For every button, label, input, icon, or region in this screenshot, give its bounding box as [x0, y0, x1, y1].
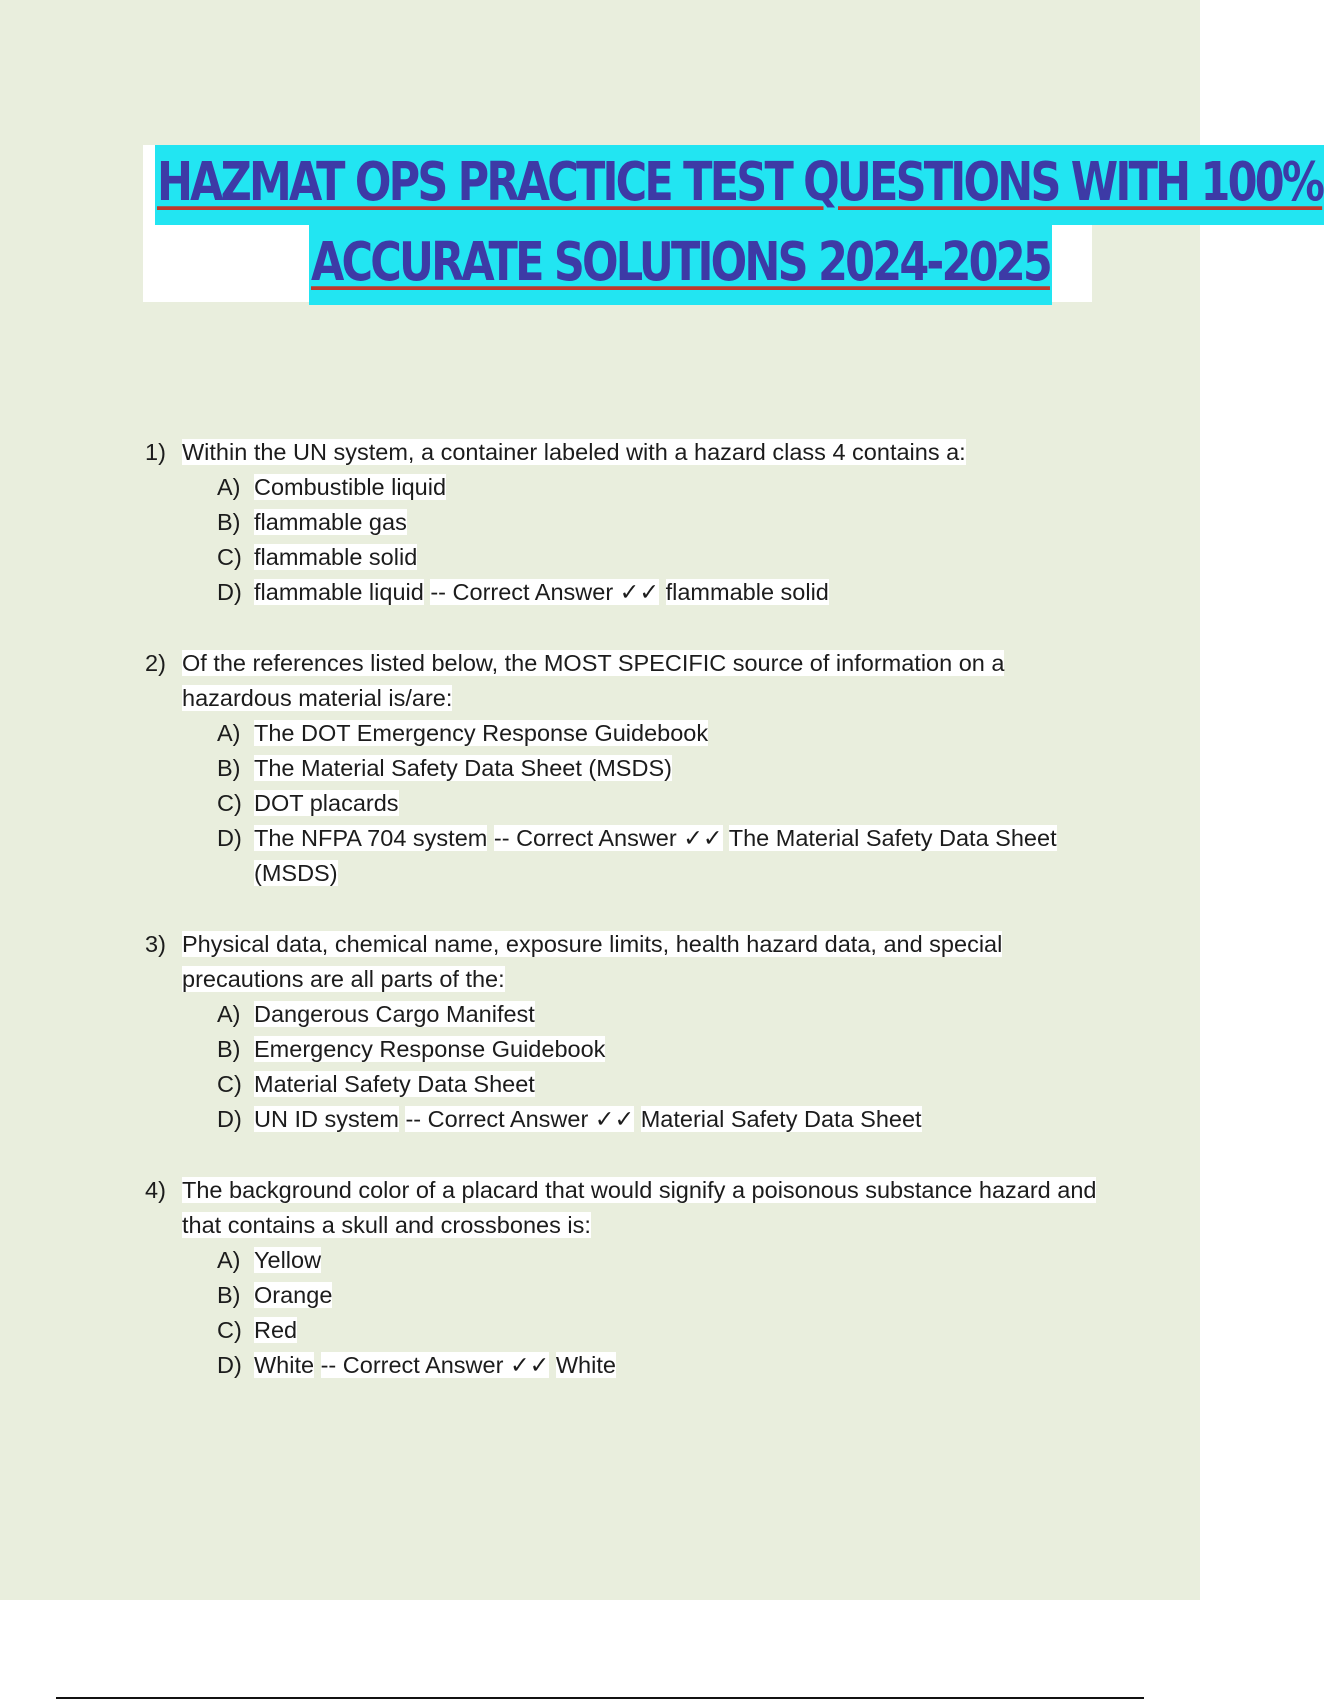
option-b [217, 505, 1105, 540]
option-letter: C) [217, 1317, 242, 1343]
option-b [217, 1278, 1105, 1313]
option-text: flammable liquid [254, 579, 424, 605]
page-title-line-2: ACCURATE SOLUTIONS 2024-2025 [309, 225, 1052, 305]
footer-divider [56, 1697, 1144, 1699]
option-letter: D) [217, 1352, 242, 1378]
question-1 [145, 435, 1105, 610]
option-a [217, 997, 1105, 1032]
option-text: White [254, 1352, 315, 1378]
option-letter: D) [217, 579, 242, 605]
option-text: UN ID system [254, 1106, 399, 1132]
option-text: Emergency Response Guidebook [254, 1036, 606, 1062]
option-letter: D) [217, 825, 242, 851]
option-b [217, 1032, 1105, 1067]
option-text: The Material Safety Data Sheet (MSDS) [254, 755, 672, 781]
option-letter: B) [217, 1282, 241, 1308]
option-list [217, 716, 1105, 891]
option-text: flammable solid [254, 544, 418, 570]
option-list [217, 997, 1105, 1137]
option-letter: D) [217, 1106, 242, 1132]
option-a [217, 1243, 1105, 1278]
option-c [217, 1313, 1105, 1348]
option-text: flammable gas [254, 509, 407, 535]
question-number: 2) [145, 650, 166, 676]
option-a [217, 470, 1105, 505]
option-text: Dangerous Cargo Manifest [254, 1001, 535, 1027]
option-text: The NFPA 704 system [254, 825, 488, 851]
question-number: 3) [145, 931, 166, 957]
option-letter: C) [217, 544, 242, 570]
option-c [217, 1067, 1105, 1102]
correct-answer-marker: -- Correct Answer ✓✓ [320, 1352, 550, 1378]
question-list [145, 435, 1105, 1419]
option-c [217, 540, 1105, 575]
question-4 [145, 1173, 1105, 1383]
option-text: Yellow [254, 1247, 322, 1273]
option-letter: B) [217, 755, 241, 781]
question-text: Of the references listed below, the MOST SPECIFIC source of information on a hazardous material is/are: [182, 650, 1005, 711]
option-letter: B) [217, 1036, 241, 1062]
correct-answer-marker: -- Correct Answer ✓✓ [430, 579, 660, 605]
question-2 [145, 646, 1105, 891]
correct-answer-text: White [555, 1352, 616, 1378]
question-3 [145, 927, 1105, 1137]
correct-answer-text: flammable solid [665, 579, 829, 605]
correct-answer-text: The Material Safety Data Sheet (MSDS) [254, 825, 1057, 886]
option-text: Red [254, 1317, 298, 1343]
question-number: 1) [145, 439, 166, 465]
option-letter: B) [217, 509, 241, 535]
option-letter: C) [217, 1071, 242, 1097]
option-letter: C) [217, 790, 242, 816]
option-d [217, 1102, 1105, 1137]
option-letter: A) [217, 474, 241, 500]
option-text: The DOT Emergency Response Guidebook [254, 720, 709, 746]
question-text: Physical data, chemical name, exposure limits, health hazard data, and special precautions are all parts of the: [182, 931, 1003, 992]
option-b [217, 751, 1105, 786]
option-d [217, 821, 1105, 891]
option-a [217, 716, 1105, 751]
question-text: The background color of a placard that would signify a poisonous substance hazard and that contains a skull and crossbones is: [182, 1177, 1097, 1238]
title-box [143, 145, 1323, 302]
option-letter: A) [217, 1247, 241, 1273]
correct-answer-text: Material Safety Data Sheet [640, 1106, 922, 1132]
option-d [217, 1348, 1105, 1383]
option-text: Orange [254, 1282, 333, 1308]
option-c [217, 786, 1105, 821]
option-letter: A) [217, 720, 241, 746]
option-text: Material Safety Data Sheet [254, 1071, 535, 1097]
question-text: Within the UN system, a container labeled with a hazard class 4 contains a: [182, 439, 966, 465]
correct-answer-marker: -- Correct Answer ✓✓ [493, 825, 723, 851]
option-list [217, 470, 1105, 610]
page-title-line-1: HAZMAT OPS PRACTICE TEST QUESTIONS WITH 100% [155, 145, 1324, 225]
option-letter: A) [217, 1001, 241, 1027]
correct-answer-marker: -- Correct Answer ✓✓ [405, 1106, 635, 1132]
option-d [217, 575, 1105, 610]
option-text: DOT placards [254, 790, 399, 816]
option-list [217, 1243, 1105, 1383]
question-number: 4) [145, 1177, 166, 1203]
option-text: Combustible liquid [254, 474, 447, 500]
